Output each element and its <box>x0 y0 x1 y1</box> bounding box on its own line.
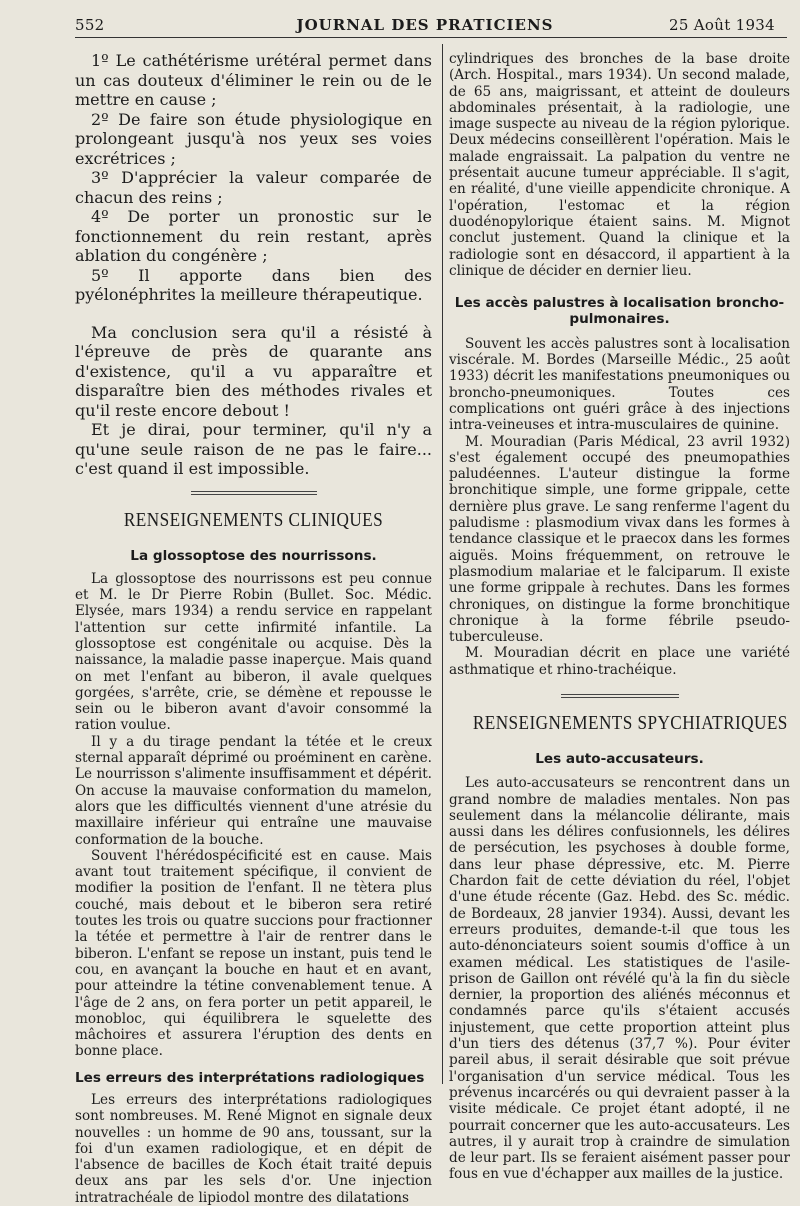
glossoptose-article <box>75 548 432 1060</box>
intro-item: 5º Il apporte dans bien des pyélonéphrites la meilleure thérapeutique. <box>75 265 432 304</box>
radiology-article <box>75 1070 432 1206</box>
section-separator <box>191 491 317 495</box>
article-paragraph: La glossoptose des nourrissons est peu connue et M. le Dr Pierre Robin (Bullet. Soc. Médic. Elysée, mars 1934) a rendu service en rappelant l'attention sur cette infirmité infantile. La glossoptose est congénitale ou acquise. Dès la naissance, la maladie passe inaperçue. Mais quand on met l'enfant au biberon, il avale quelques gorgées, s'arrête, crie, se démène et repousse le sein ou le biberon avant d'avoir consommé la ration voulue. <box>75 570 432 734</box>
section-title-clinical: RENSEIGNEMENTS CLINIQUES <box>123 508 384 531</box>
conclusion-paragraph: Ma conclusion sera qu'il a résisté à l'épreuve de près de quarante ans d'existence, qu'il a vu apparaître et disparaître bien des méthodes rivales et qu'il reste encore debout ! <box>75 322 432 420</box>
issue-date: 25 Août 1934 <box>669 16 775 34</box>
header-rule <box>75 37 787 38</box>
article-paragraph: Il y a du tirage pendant la tétée et le creux sternal apparaît déprimé ou proéminent en carène. Le nourrisson s'alimente insuffisamment et dépérit. On accuse la mauvaise conformation du mamelon, alors que les difficultés viennent d'une atrésie du maxillaire inférieur qui entraîne une mauvaise conformation de la bouche. <box>75 733 432 848</box>
article-paragraph: M. Mouradian décrit en place une variété asthmatique et rhino-trachéique. <box>449 645 790 678</box>
article-paragraph: cylindriques des bronches de la base droite (Arch. Hospital., mars 1934). Un second malade, de 65 ans, maigrissant, et atteint de douleurs abdominales présentait, à la radiologie, une image suspecte au niveau de la région pylorique. Deux médecins conseillèrent l'opération. Mais le malade engraissait. La palpation du ventre ne présentait aucune tumeur appréciable. Il s'agit, en réalité, d'une vieille appendicite chronique. A l'opération, l'estomac et la région duodénopylorique étaient sains. M. Mignot conclut justement. Quand la clinique et la radiologie sont en désaccord, il appartient à la clinique de décider en dernier lieu. <box>449 51 790 279</box>
article-paragraph: M. Mouradian (Paris Médical, 23 avril 1932) s'est également occupé des pneumopathies paludéennes. L'auteur distingue la forme bronchitique simple, une forme grippale, cette dernière plus grave. Le sang renferme l'agent du paludisme : plasmodium vivax dans les formes à tendance classique et le praecox dans les formes aiguës. Moins fréquemment, on retrouve le plasmodium malariae et le falciparum. Il existe une forme grippale à rechutes. Dans les formes chroniques, on distingue la forme bronchitique chronique à la forme fébrile pseudo-tuberculeuse. <box>449 433 790 646</box>
article-paragraph: Les erreurs des interprétations radiologiques sont nombreuses. M. René Mignot en signale deux nouvelles : un homme de 90 ans, toussant, sur la foi d'un examen radiologique, et en dépit de l'absence de bacilles de Koch était traité depuis deux ans par les sels d'or. Une injection intratrachéale de lipiodol montre des dilatations <box>75 1092 432 1206</box>
intro-item: 3º D'apprécier la valeur comparée de chacun des reins ; <box>75 168 432 207</box>
right-column <box>449 51 790 1183</box>
section-separator <box>561 694 679 698</box>
subsection-title: Les erreurs des interprétations radiologiques <box>75 1069 425 1086</box>
conclusion-paragraph: Et je dirai, pour terminer, qu'il n'y a qu'une seule raison de ne pas le faire... c'est quand il est impossible. <box>75 420 432 478</box>
subsection-title: La glossoptose des nourrissons. <box>130 547 377 564</box>
radiology-continuation <box>449 51 790 279</box>
paludisme-article <box>449 295 790 678</box>
conclusion <box>75 323 432 479</box>
auto-accusateurs-article <box>449 751 790 1183</box>
subsection-title: Les accès palustres à localisation broncho-pulmonaires. <box>454 295 785 328</box>
page-header <box>75 14 775 36</box>
section-title-psychiatric: RENSEIGNEMENTS SPYCHIATRIQUES <box>472 711 788 734</box>
intro-item: 2º De faire son étude physiologique en prolongeant jusqu'à nos yeux ses voies excrétrices ; <box>75 109 432 168</box>
intro-item: 4º De porter un pronostic sur le fonctionnement du rein restant, après ablation du congénère ; <box>75 207 432 265</box>
intro-item: 1º Le cathétérisme urétéral permet dans un cas douteux d'éliminer le rein ou de le mettre en cause ; <box>75 51 432 109</box>
article-paragraph: Les auto-accusateurs se rencontrent dans un grand nombre de maladies mentales. Non pas seulement dans la mélancolie délirante, mais aussi dans les délires confusionnels, les délires de persécution, les psychoses à double forme, dans leur phase dépressive, etc. M. Pierre Chardon fait de cette déviation du réel, l'objet d'une étude récente (Gaz. Hebd. des Sc. médic. de Bordeaux, 28 janvier 1934). Aussi, devant les erreurs produites, demande-t-il que tous les auto-dénonciateurs soient soumis d'office à un examen médical. Les statistiques de l'asile-prison de Gaillon ont révélé qu'à la fin du siècle dernier, la proportion des aliénés méconnus et condamnés parce qu'ils s'étaient accusés injustement, que cette proportion atteint plus d'un tiers des détenus (37,7 %). Pour éviter pareil abus, il serait désirable que soit prévue l'organisation d'un service médical. Tous les prévenus incarcérés ou qui devraient passer à la visite médicale. Ce projet étant adopté, il ne pourrait concerner que les auto-accusateurs. Les autres, il y aurait trop à craindre de simulation de leur part. Ils se feraient aisément passer pour fous en vue d'échapper aux mailles de la justice. <box>449 775 790 1183</box>
subsection-title: Les auto-accusateurs. <box>535 750 704 767</box>
column-divider <box>442 44 443 1084</box>
intro-list <box>75 51 432 305</box>
page-number: 552 <box>75 16 105 34</box>
article-paragraph: Souvent l'hérédospécificité est en cause. Mais avant tout traitement spécifique, il convient de modifier la position de l'enfant. Il ne tètera plus couché, mais debout et le biberon sera retiré toutes les trois ou quatre succions pour fractionner la tétée et permettre à l'air de rentrer dans le biberon. L'enfant se repose un instant, puis tend le cou, en avançant la bouche en haut et en avant, pour atteindre la tétine convenablement tenue. A l'âge de 2 ans, on fera porter un petit appareil, le monobloc, qui équilibrera le squelette des mâchoires et assurera l'éruption des dents en bonne place. <box>75 847 432 1060</box>
article-paragraph: Souvent les accès palustres sont à localisation viscérale. M. Bordes (Marseille Médic., 25 août 1933) décrit les manifestations pneumoniques ou broncho-pneumoniques. Toutes ces complications ont guéri grâce à des injections intra-veineuses et intra-musculaires de quinine. <box>449 335 790 434</box>
left-column <box>75 51 432 1206</box>
journal-title: JOURNAL DES PRATICIENS <box>296 16 554 34</box>
